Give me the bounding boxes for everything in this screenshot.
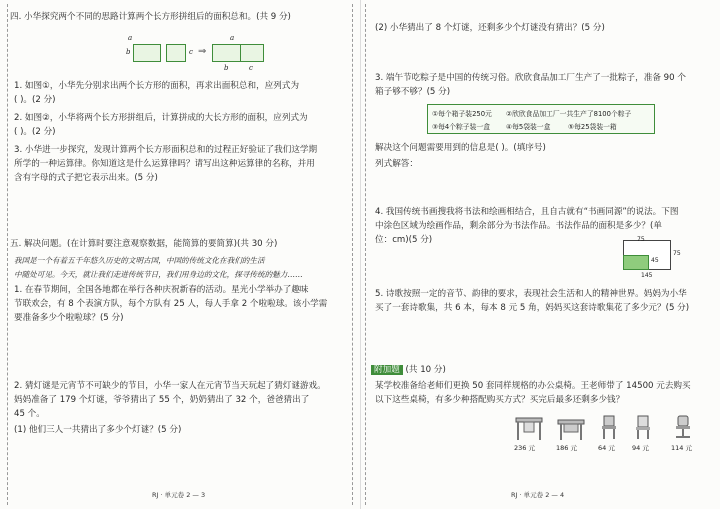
question-2: 2. 如图②，小华将两个长方形拼组后，计算拼成的大长方形的面积，应列式为 — [14, 113, 308, 123]
problem-1-line2: 节联欢会，有 8 个表演方队，每个方队有 25 人，每人手拿 2 个啦啦球。该小学需 — [14, 299, 328, 309]
answer-blank-1[interactable]: ( )。(2 分) — [14, 95, 56, 105]
problem-2-sub1: (1) 他们三人一共猜出了多少个灯谜？(5 分) — [14, 425, 182, 435]
right-page: (2) 小华猜出了 8 个灯谜，还剩多少个灯谜没有猜出？(5 分) 3. 端午节吃粽子是中国的传统习俗。欣欣食品加工厂生产了一批粽子，准备 90 个 箱子够不够？(5 分) ①每个箱子装250元 ②欣欣食品加工厂一共生产了8100个粽子 ③每4个粽子装一盒 ④每5袋装一盒 ⑤每25袋装一箱 解决这个问题需要用到的信息是( )。(填序号) 列式解答： 4. 我国传统书画搜我将书法和绘画相结合，且自古就有“书画同源”的说法。下图 中涂色区域为绘画作品，剩余部分为书法作品。书法作品的面积是多少？(单 位：cm)(5 分) 75 75 45 145 5. 诗歌按照一定的音节、韵律的要求，表现社会生活和人的精神世界。妈妈为小华 买了一套诗歌集，共 6 本，每本 8 元 5 角，妈妈买这套诗歌集花了多少元？(5 分) 附加题 (共 10 分) 某学校准备给老师们更换 50 套同样规格的办公桌椅。王老师带了 14500 元去购买 以下这些桌椅，有多少种搭配购买方式？买完后最多还剩多少钱？ 236 元 186 元 64 元 94 元 114 元 RJ · 单元卷 2 — 4 — [360, 0, 720, 509]
problem-1-line1: 1. 在春节期间，全国各地都在举行各种庆祝新春的活动。星光小学举办了趣味 — [14, 285, 309, 295]
bonus-line2: 以下这些桌椅，有多少种搭配购买方式？买完后最多还剩多少钱？ — [375, 395, 625, 405]
price-desk: 236 元 — [514, 444, 535, 452]
info-2: ②欣欣食品加工厂一共生产了8100个粽子 — [506, 110, 632, 118]
left-margin-line — [7, 4, 8, 505]
problem-2-line3: 45 个。 — [14, 409, 45, 419]
section4-title: 四. 小华探究两个不同的思路计算两个长方形拼组后的面积总和。(共 9 分) — [10, 12, 291, 22]
office-chair-icon — [676, 416, 690, 438]
bonus-title — [371, 364, 446, 377]
info-4: ④每5袋装一盒 — [506, 123, 551, 131]
problem-2-sub2: (2) 小华猜出了 8 个灯谜，还剩多少个灯谜没有猜出？(5 分) — [375, 23, 605, 33]
problem-5-line1: 5. 诗歌按照一定的音节、韵律的要求，表现社会生活和人的精神世界。妈妈为小华 — [375, 289, 687, 299]
price-table: 186 元 — [556, 444, 577, 452]
intro-line2: 中随处可见。今天，就让我们走进传统节日，我们用身边的文化，探寻传统的魅力…… — [14, 270, 303, 279]
rect-ab — [133, 44, 161, 62]
problem-5-line2: 买了一套诗歌集，共 6 本，每本 8 元 5 角，妈妈买这套诗歌集花了多少元？(5 分) — [375, 303, 690, 313]
painted-region — [623, 255, 649, 270]
chair-icon — [636, 416, 650, 439]
rect-combined — [212, 44, 264, 62]
problem-3-answer-label: 列式解答： — [375, 159, 418, 169]
price-office-chair: 114 元 — [671, 444, 692, 452]
question-3-line3: 含有字母的式子把它表示出来。(5 分) — [14, 173, 158, 183]
problem-4-line3: 位：cm)(5 分) — [375, 235, 433, 245]
question-1: 1. 如图①，小华先分别求出两个长方形的面积，再求出面积总和，应列式为 — [14, 81, 300, 91]
problem-3-line2: 箱子够不够？(5 分) — [375, 87, 451, 97]
price-stool: 64 元 — [598, 444, 615, 452]
stool-icon — [602, 416, 616, 439]
problem-1-line3: 要准备多少个啦啦球？(5 分) — [14, 313, 124, 323]
info-3: ③每4个粽子装一盒 — [432, 123, 490, 131]
problem-2-line1: 2. 猜灯谜是元宵节不可缺少的节目，小华一家人在元宵节当天玩起了猜灯谜游戏。 — [14, 381, 326, 391]
arrow-icon: ⇒ — [198, 46, 207, 57]
intro-line1: 我国是一个有着五千年悠久历史的文明古国，中国的传统文化在我们的生活 — [14, 256, 265, 265]
question-3-line2: 所学的一种运算律。你知道这是什么运算律吗？请写出这种运算律的名称，并用 — [14, 159, 315, 169]
problem-4-line2: 中涂色区域为绘画作品，剩余部分为书法作品。书法作品的面积是多少？(单 — [375, 221, 662, 231]
table-icon — [558, 420, 584, 440]
margin-line — [365, 4, 366, 505]
problem-4-line1: 4. 我国传统书画搜我将书法和绘画相结合，且自古就有“书画同源”的说法。下图 — [375, 207, 679, 217]
problem-3-info-question[interactable]: 解决这个问题需要用到的信息是( )。(填序号) — [375, 143, 546, 153]
info-1: ①每个箱子装250元 — [432, 110, 492, 118]
right-margin-line — [352, 4, 353, 505]
info-box — [427, 104, 655, 134]
left-page: 四. 小华探究两个不同的思路计算两个长方形拼组后的面积总和。(共 9 分) a b c ⇒ a b c 1. 如图①，小华先分别求出两个长方形的面积，再求出面积总和，应列式为 ( )。(2 分) 2. 如图②，小华将两个长方形拼组后，计算拼成的大长方形的面积，应列式为 ( )。(2 分) 3. 小华进一步探究，发现计算两个长方形面积总和的过程正好验证了我们这学期 所学的一种运算律。你知道这是什么运算律吗？请写出这种运算律的名称，并用 含有字母的式子把它表示出来。(5 分) 五. 解决问题。(在计算时要注意观察数据，能简算的要简算)(共 30 分) 我国是一个有着五千年悠久历史的文明古国，中国的传统文化在我们的生活 中随处可见。今天，就让我们走进传统节日，我们用身边的文化，探寻传统的魅力…… 1. 在春节期间，全国各地都在举行各种庆祝新春的活动。星光小学举办了趣味 节联欢会，有 8 个表演方队，每个方队有 25 人，每人手拿 2 个啦啦球。该小学需 要准备多少个啦啦球？(5 分) 2. 猜灯谜是元宵节不可缺少的节目，小华一家人在元宵节当天玩起了猜灯谜游戏。 妈妈准备了 179 个灯谜，爷爷猜出了 55 个，奶奶猜出了 32 个，爸爸猜出了 45 个。 (1) 他们三人一共猜出了多少个灯谜？(5 分) RJ · 单元卷 2 — 3 — [0, 0, 360, 509]
desk-icon — [516, 418, 542, 440]
question-3-line1: 3. 小华进一步探究，发现计算两个长方形面积总和的过程正好验证了我们这学期 — [14, 145, 318, 155]
problem-3-line1: 3. 端午节吃粽子是中国的传统习俗。欣欣食品加工厂生产了一批粽子，准备 90 个 — [375, 73, 686, 83]
bonus-score: (共 10 分) — [405, 365, 446, 375]
price-chair: 94 元 — [632, 444, 649, 452]
bonus-line1: 某学校准备给老师们更换 50 套同样规格的办公桌椅。王老师带了 14500 元去购买 — [375, 381, 691, 391]
page-footer-right: RJ · 单元卷 2 — 4 — [511, 491, 565, 499]
info-5: ⑤每25袋装一箱 — [568, 123, 617, 131]
section5-title: 五. 解决问题。(在计算时要注意观察数据，能简算的要简算)(共 30 分) — [10, 239, 278, 249]
bonus-label: 附加题 — [371, 365, 403, 375]
answer-blank-2[interactable]: ( )。(2 分) — [14, 127, 56, 137]
problem-2-line2: 妈妈准备了 179 个灯谜，爷爷猜出了 55 个，奶奶猜出了 32 个，爸爸猜出了 — [14, 395, 310, 405]
furniture-icons — [506, 414, 720, 444]
rect-ac — [166, 44, 186, 62]
page-footer-left: RJ · 单元卷 2 — 3 — [152, 491, 206, 499]
